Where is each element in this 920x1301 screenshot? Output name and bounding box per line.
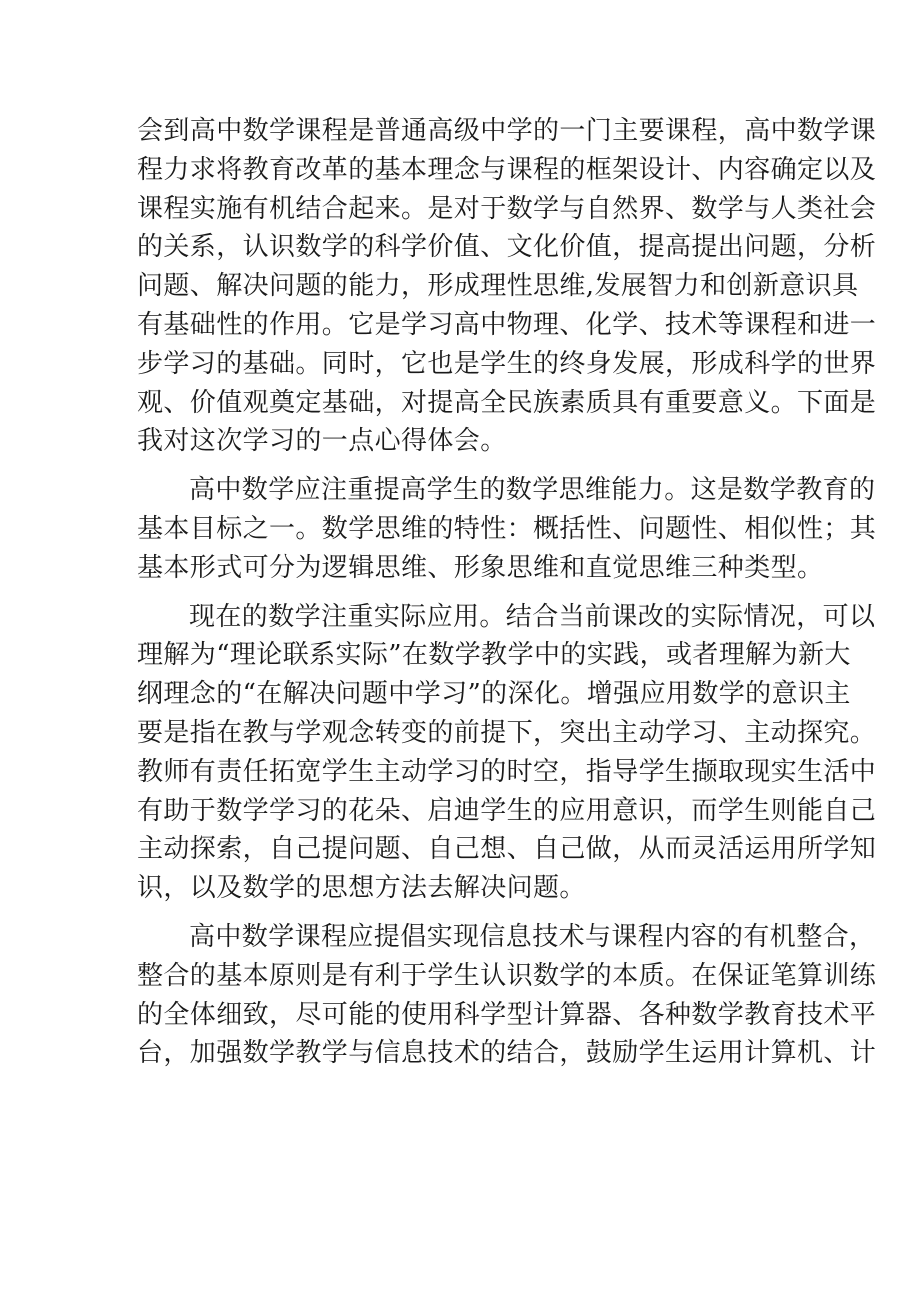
body-text <box>137 112 877 1073</box>
text-line: 现在的数学注重实际应用。结合当前课改的实际情况，可以 <box>189 601 876 632</box>
text-line: 台，加强数学教学与信息技术的结合，鼓励学生运用计算机、计 <box>137 1038 877 1069</box>
text-line: 理解为“理论联系实际”在数学教学中的实践，或者理解为新大 <box>137 640 851 671</box>
text-line: 课程实施有机结合起来。是对于数学与自然界、数学与人类社会 <box>137 193 877 224</box>
text-line: 教师有责任拓宽学生主动学习的时空，指导学生撷取现实生活中 <box>137 756 877 787</box>
text-line: 观、价值观奠定基础，对提高全民族素质具有重要意义。下面是 <box>137 387 877 418</box>
text-line: 有基础性的作用。它是学习高中物理、化学、技术等课程和进一 <box>137 309 877 340</box>
paragraph-gap <box>137 588 797 598</box>
text-line: 的关系，认识数学的科学价值、文化价值，提高提出问题，分析 <box>137 232 877 263</box>
text-line: 问题、解决问题的能力，形成理性思维,发展智力和创新意识具 <box>137 271 859 302</box>
text-line: 会到高中数学课程是普通高级中学的一门主要课程，高中数学课 <box>137 116 877 146</box>
text-line: 识，以及数学的思想方法去解决问题。 <box>137 873 586 904</box>
text-line: 有助于数学学习的花朵、启迪学生的应用意识，而学生则能自己 <box>137 795 877 826</box>
text-line: 要是指在教与学观念转变的前提下，突出主动学习、主动探究。 <box>137 717 877 748</box>
paragraph-4 <box>137 918 877 1073</box>
paragraph-2 <box>137 471 877 587</box>
paragraph-gap <box>137 908 797 918</box>
text-line: 的全体细致，尽可能的使用科学型计算器、各种数学教育技术平 <box>137 999 877 1030</box>
text-line: 主动探索，自己提问题、自己想、自己做，从而灵活运用所学知 <box>137 834 877 865</box>
text-line: 整合的基本原则是有利于学生认识数学的本质。在保证笔算训练 <box>137 960 877 991</box>
text-line: 我对这次学习的一点心得体会。 <box>137 426 507 457</box>
text-line: 纲理念的“在解决问题中学习”的深化。增强应用数学的意识主 <box>137 679 851 710</box>
text-line: 程力求将教育改革的基本理念与课程的框架设计、内容确定以及 <box>137 154 877 185</box>
text-line: 基本形式可分为逻辑思维、形象思维和直觉思维三种类型。 <box>137 552 824 583</box>
text-line: 基本目标之一。数学思维的特性：概括性、问题性、相似性；其 <box>137 513 877 544</box>
paragraph-3 <box>137 598 877 908</box>
text-line: 高中数学课程应提倡实现信息技术与课程内容的有机整合， <box>189 921 876 952</box>
text-line: 高中数学应注重提高学生的数学思维能力。这是数学教育的 <box>189 475 876 506</box>
paragraph-gap <box>137 461 797 471</box>
paragraph-1 <box>137 112 877 461</box>
text-line: 步学习的基础。同时，它也是学生的终身发展，形成科学的世界 <box>137 348 877 379</box>
